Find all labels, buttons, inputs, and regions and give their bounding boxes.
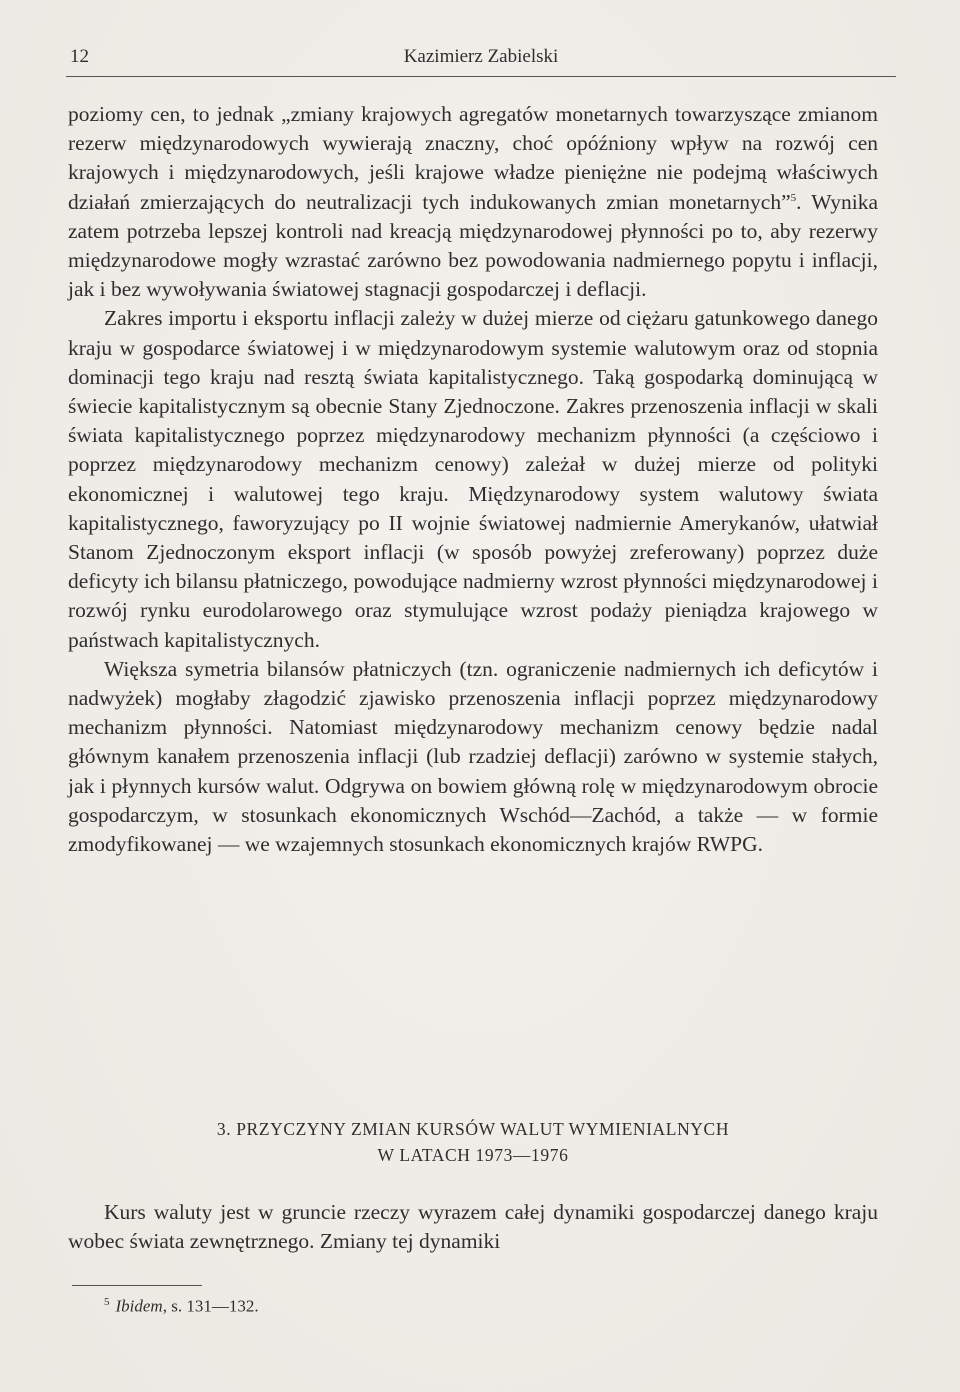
footnote-ref: Ibidem (115, 1296, 163, 1316)
footnote-pages: , s. 131—132. (162, 1296, 259, 1316)
section-heading-line-2: W LATACH 1973—1976 (377, 1145, 569, 1165)
paragraph-1 (68, 100, 878, 304)
page-header (66, 42, 896, 77)
footnote-divider (72, 1285, 202, 1286)
paragraph-2: Zakres importu i eksportu inflacji zależy w dużej mierze od ciężaru gatunkowego danego kraju w gospodarce światowej i w międzynarodowym systemie walutowym oraz od stopnia dominacji tego kraju nad resztą świata kapitalistycznego. Taką gospodarką dominującą w świecie kapitalistycznym są obecnie Stany Zjednoczone. Zakres przenoszenia inflacji w skali świata kapitalistycznego poprzez międzynarodowy mechanizm płynności (a częściowo i poprzez międzynarodowy mechanizm cenowy) zależał w dużej mierze od polityki ekonomicznej i walutowej tego kraju. Międzynarodowy system walutowy świata kapitalistycznego, faworyzujący po II wojnie światowej nadmiernie Amerykanów, ułatwiał Stanom Zjednoczonym eksport inflacji (w sposób powyżej zreferowany) poprzez duże deficyty ich bilansu płatniczego, powodujące nadmierny wzrost płynności międzynarodowej i rozwój rynku eurodolarowego oraz stymulujące wzrost podaży pieniądza krajowego w państwach kapitalistycznych. (68, 306, 878, 652)
section-heading-line-1: 3. PRZYCZYNY ZMIAN KURSÓW WALUT WYMIENIALNYCH (216, 1119, 730, 1139)
paragraph-3: Większa symetria bilansów płatniczych (tzn. ograniczenie nadmiernych ich deficytów i nadwyżek) mogłaby złagodzić zjawisko przenoszenia inflacji poprzez międzynarodowy mechanizm płynności. Natomiast międzynarodowy mechanizm cenowy będzie nadal głównym kanałem przenoszenia inflacji (lub rzadziej deflacji) zarówno w systemie stałych, jak i płynnych kursów walut. Odgrywa on bowiem główną rolę w międzynarodowym obrocie gospodarczym, w stosunkach ekonomicznych Wschód—Zachód, a także — w formie zmodyfikowanej — we wzajemnych stosunkach ekonomicznych krajów RWPG. (68, 656, 878, 857)
paragraph-1-text: poziomy cen, to jednak „zmiany krajowych agregatów monetarnych towarzyszące zmianom rezerw międzynarodowych wywierają znaczny, choć opóźniony wpływ na rozwój cen krajowych i międzynarodowych, jeśli krajowe władze pieniężne nie podejmą właściwych działań zmierzających do neutralizacji tych indukowanych zmian monetarnych” (68, 102, 878, 214)
page-number: 12 (70, 46, 89, 67)
footnote (104, 1296, 259, 1317)
running-head: Kazimierz Zabielski (403, 46, 559, 67)
section-heading (68, 1116, 878, 1168)
paragraph-1-continuation: . Wynika zatem potrzeba lepszej kontroli nad kreacją międzynarodowej płynności po to, aby rezerwy międzynarodowe mogły wzrastać zarówno bez powodowania nadmiernego popytu i inflacji, jak i bez wywoływania światowej stagnacji gospodarczej i deflacji. (68, 189, 878, 302)
footnote-mark: 5 (104, 1296, 110, 1308)
section-paragraph-1: Kurs waluty jest w gruncie rzeczy wyrazem całej dynamiki gospodarczej danego kraju wobec świata zewnętrznego. Zmiany tej dynamiki (68, 1200, 878, 1254)
section-text (68, 1198, 878, 1256)
footnote-reference: 5 (790, 191, 797, 204)
body-text (68, 100, 878, 859)
